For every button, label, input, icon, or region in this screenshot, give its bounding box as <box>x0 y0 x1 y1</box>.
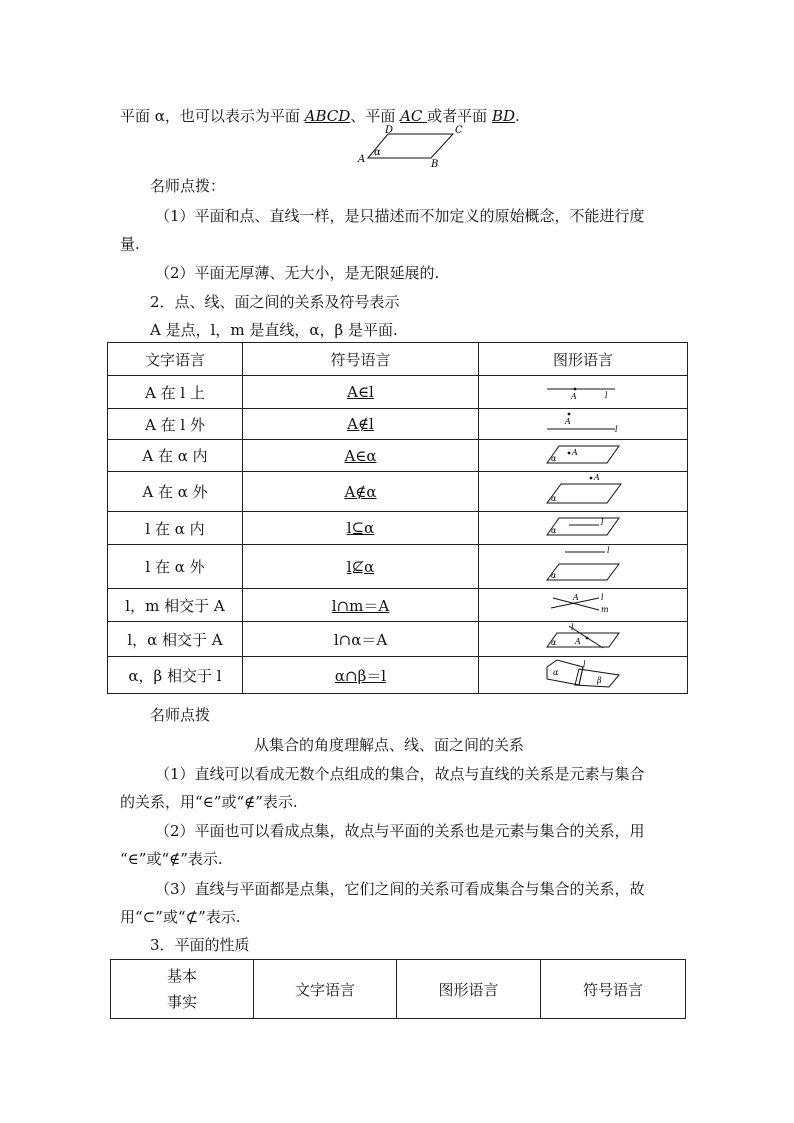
header-symbol-lang: 符号语言 <box>243 343 479 376</box>
fig-label-alpha: α <box>553 668 559 677</box>
fig-label-l: l <box>601 518 604 527</box>
fig-label-alpha: α <box>551 570 557 580</box>
fig-label-l: l <box>605 391 608 400</box>
row-figure <box>479 589 688 622</box>
label-a: A <box>358 154 366 165</box>
point-in-plane-figure <box>543 441 623 467</box>
header-symbol-lang: 符号语言 <box>541 960 686 1019</box>
row-text: A 在 l 外 <box>108 409 243 440</box>
table-row <box>108 440 688 472</box>
row-figure <box>479 409 688 440</box>
table-row <box>108 376 688 409</box>
row-symbol: l∩m＝A <box>331 596 390 615</box>
tip2-p2-line1: （2）平面也可以看成点集，故点与平面的关系也是元素与集合的关系，用 <box>155 822 645 840</box>
table-row <box>108 545 688 589</box>
row-symbol: A∈α <box>344 446 377 465</box>
row-symbol: A∉α <box>344 482 377 501</box>
header-figure-lang: 图形语言 <box>397 960 541 1019</box>
tip2-p3-line1: （3）直线与平面都是点集，它们之间的关系可看成集合与集合的关系，故 <box>155 880 645 898</box>
row-symbol: A∉l <box>347 415 374 433</box>
line-in-plane-figure <box>543 513 623 539</box>
tip2-p2-line2: “∈”或“∉”表示. <box>120 850 223 868</box>
point-on-line-figure <box>543 379 623 401</box>
section2-intro: A 是点，l，m 是直线，α，β 是平面. <box>150 321 398 339</box>
row-symbol: l⊆α <box>346 519 375 537</box>
row-figure <box>479 545 688 589</box>
fig-label-l: l <box>571 623 574 632</box>
row-figure <box>479 657 688 694</box>
fig-label-a: A <box>565 417 571 426</box>
row-symbol: A∈l <box>347 383 374 401</box>
label-b: B <box>431 159 439 170</box>
table-row <box>108 512 688 545</box>
row-text: l，m 相交于 A <box>108 589 243 622</box>
tip2-p1-line1: （1）直线可以看成无数个点组成的集合，故点与直线的关系是元素与集合 <box>155 765 645 783</box>
plane-ac: AC <box>400 107 428 125</box>
header-basic-fact-line1: 基本 <box>166 967 197 985</box>
row-text: A 在 α 内 <box>108 440 243 472</box>
line-plane-intersect-figure <box>543 622 623 652</box>
intro-end: . <box>515 107 520 125</box>
relations-table <box>107 342 688 694</box>
row-symbol: α∩β＝l <box>334 666 387 685</box>
row-text: l 在 α 外 <box>108 545 243 589</box>
row-figure <box>479 512 688 545</box>
tip2-p3-line2: 用“⊂”或“⊄”表示. <box>120 908 241 926</box>
table-row <box>108 589 688 622</box>
header-text-lang: 文字语言 <box>108 343 243 376</box>
tip1-p1-line1: （1）平面和点、直线一样，是只描述而不加定义的原始概念，不能进行度 <box>155 207 645 225</box>
properties-header-row <box>111 960 686 1019</box>
row-text: l，α 相交于 A <box>108 622 243 657</box>
fig-label-alpha: α <box>551 493 557 503</box>
fig-label-l: l <box>601 593 604 602</box>
point-off-line-figure <box>543 409 623 435</box>
row-figure <box>479 376 688 409</box>
row-symbol: l∩α＝A <box>243 622 479 657</box>
label-d: D <box>385 125 394 136</box>
table-header-row <box>108 343 688 376</box>
fig-label-alpha: α <box>551 453 557 463</box>
fig-label-a: A <box>594 472 600 482</box>
fig-label-l: l <box>583 660 586 669</box>
label-alpha: α <box>374 147 381 158</box>
point-off-plane-figure <box>543 473 623 507</box>
table-row <box>108 472 688 512</box>
plane-figure <box>355 122 465 170</box>
label-c: C <box>455 125 463 136</box>
section2-title: 2．点、线、面之间的关系及符号表示 <box>150 293 400 311</box>
table-row <box>108 622 688 657</box>
tip2-p1-line2: 的关系，用“∈”或“∉”表示. <box>120 793 298 811</box>
intro-text: 平面 α，也可以表示为平面 <box>120 107 305 125</box>
tip2-heading: 名师点拨 <box>150 706 211 724</box>
tip1-p2: （2）平面无厚薄、无大小，是无限延展的. <box>155 264 440 282</box>
fig-label-l: l <box>607 545 610 555</box>
tip2-subtitle: 从集合的角度理解点、线、面之间的关系 <box>254 736 525 754</box>
row-symbol: l⊈α <box>346 557 375 576</box>
fig-label-m: m <box>601 605 609 614</box>
intersecting-lines-figure <box>543 590 623 616</box>
plane-abcd: ABCD <box>304 107 351 125</box>
tip1-p1-line2: 量. <box>120 235 140 253</box>
fig-label-a: A <box>572 447 578 457</box>
header-basic-fact <box>111 960 254 1019</box>
fig-label-l: l <box>615 425 618 434</box>
row-text: A 在 l 上 <box>108 376 243 409</box>
row-text: α，β 相交于 l <box>108 657 243 694</box>
row-text: l 在 α 内 <box>108 512 243 545</box>
header-text-lang: 文字语言 <box>254 960 397 1019</box>
line-off-plane-figure <box>543 546 623 584</box>
fig-label-a: A <box>571 392 577 401</box>
intro-text-3: 或者平面 <box>427 107 492 125</box>
intro-text-2: 、平面 <box>350 107 401 125</box>
row-figure <box>479 622 688 657</box>
header-figure-lang: 图形语言 <box>479 343 688 376</box>
header-basic-fact-line2: 事实 <box>166 993 197 1011</box>
fig-label-alpha: α <box>551 526 557 535</box>
tip1-heading: 名师点拨： <box>150 177 226 195</box>
row-text: A 在 α 外 <box>108 472 243 512</box>
fig-label-alpha: α <box>551 638 557 647</box>
table-row <box>108 409 688 440</box>
fig-label-a: A <box>575 637 581 646</box>
fig-label-a: A <box>573 593 579 602</box>
plane-bd: BD <box>491 107 516 125</box>
properties-table <box>110 959 686 1019</box>
intersecting-planes-figure <box>543 657 623 689</box>
section3-title: 3．平面的性质 <box>150 936 250 954</box>
row-figure <box>479 440 688 472</box>
row-figure <box>479 472 688 512</box>
fig-label-beta: β <box>597 676 602 685</box>
table-row <box>108 657 688 694</box>
